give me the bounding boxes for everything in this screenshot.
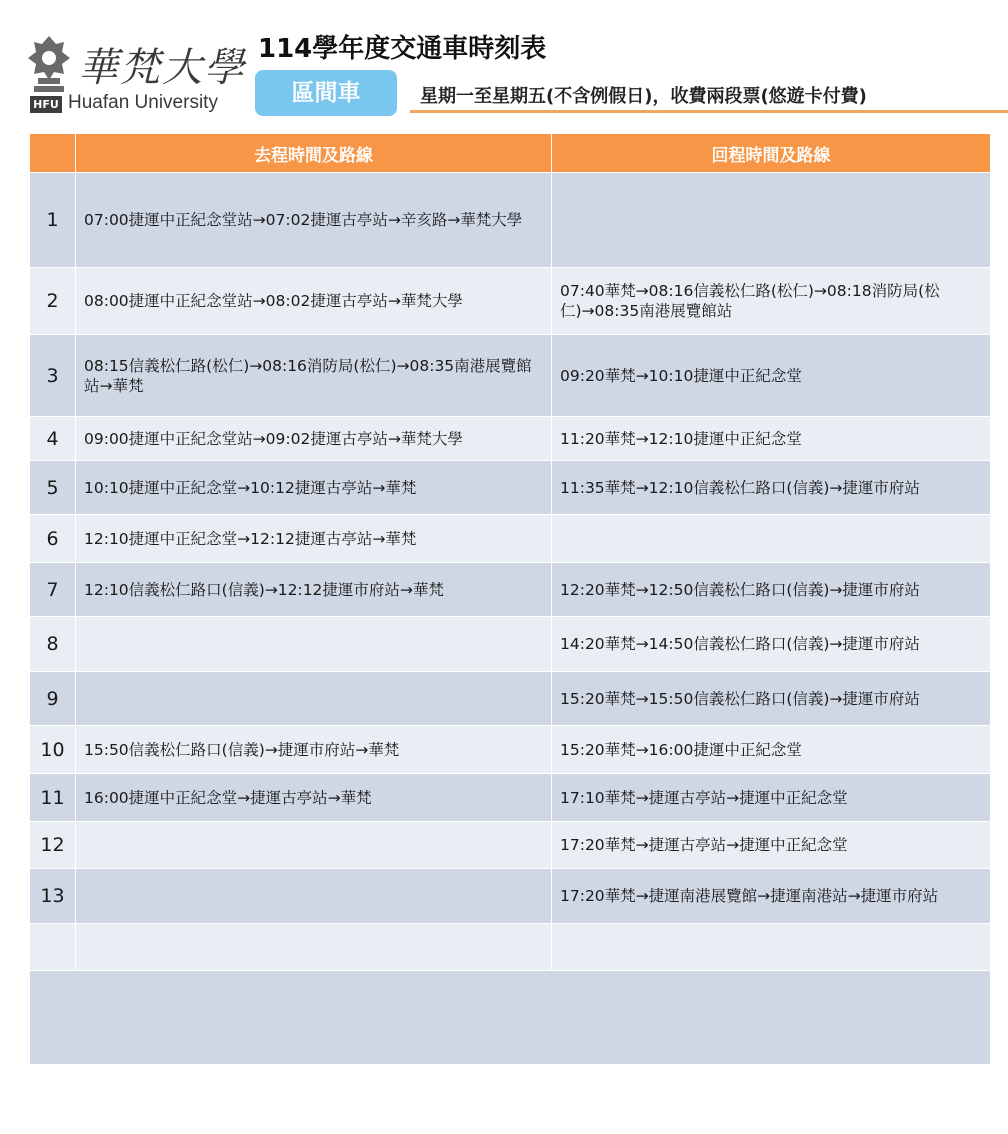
return-cell: 09:20華梵→10:10捷運中正紀念堂	[552, 335, 991, 417]
row-number: 12	[30, 822, 76, 869]
subtitle-underline	[410, 110, 1008, 113]
return-cell: 11:35華梵→12:10信義松仁路口(信義)→捷運市府站	[552, 461, 991, 515]
table-footer-cell	[30, 971, 991, 1065]
return-cell: 14:20華梵→14:50信義松仁路口(信義)→捷運市府站	[552, 617, 991, 672]
table-row	[30, 268, 991, 335]
table-header-row	[30, 134, 991, 173]
table-row	[30, 971, 991, 1065]
table-row	[30, 335, 991, 417]
outbound-cell: 08:00捷運中正紀念堂站→08:02捷運古亭站→華梵大學	[76, 268, 552, 335]
outbound-cell: 15:50信義松仁路口(信義)→捷運市府站→華梵	[76, 726, 552, 774]
row-number: 7	[30, 563, 76, 617]
outbound-cell: 09:00捷運中正紀念堂站→09:02捷運古亭站→華梵大學	[76, 417, 552, 461]
row-number: 13	[30, 869, 76, 924]
table-row	[30, 417, 991, 461]
outbound-cell	[76, 617, 552, 672]
logo-english-name: Huafan University	[68, 92, 218, 113]
outbound-cell: 08:15信義松仁路(松仁)→08:16消防局(松仁)→08:35南港展覽館站→華梵	[76, 335, 552, 417]
return-cell	[552, 924, 991, 971]
row-number: 2	[30, 268, 76, 335]
return-cell	[552, 173, 991, 268]
logo-abbr: HFU	[30, 96, 62, 113]
row-number: 9	[30, 672, 76, 726]
header-return: 回程時間及路線	[552, 134, 991, 173]
table-row	[30, 173, 991, 268]
row-number: 11	[30, 774, 76, 822]
page-title: 114學年度交通車時刻表	[258, 34, 547, 64]
row-number: 10	[30, 726, 76, 774]
header-outbound: 去程時間及路線	[76, 134, 552, 173]
schedule-table	[29, 133, 991, 1065]
row-number: 8	[30, 617, 76, 672]
return-cell: 15:20華梵→16:00捷運中正紀念堂	[552, 726, 991, 774]
table-row	[30, 822, 991, 869]
outbound-cell	[76, 869, 552, 924]
table-row	[30, 617, 991, 672]
outbound-cell: 12:10捷運中正紀念堂→12:12捷運古亭站→華梵	[76, 515, 552, 563]
return-cell: 07:40華梵→08:16信義松仁路(松仁)→08:18消防局(松仁)→08:35南港展覽館站	[552, 268, 991, 335]
return-cell: 12:20華梵→12:50信義松仁路口(信義)→捷運市府站	[552, 563, 991, 617]
return-cell: 15:20華梵→15:50信義松仁路口(信義)→捷運市府站	[552, 672, 991, 726]
university-logo	[26, 34, 246, 116]
return-cell: 17:10華梵→捷運古亭站→捷運中正紀念堂	[552, 774, 991, 822]
row-number: 6	[30, 515, 76, 563]
table-row	[30, 563, 991, 617]
table-row	[30, 461, 991, 515]
outbound-cell	[76, 672, 552, 726]
outbound-cell: 16:00捷運中正紀念堂→捷運古亭站→華梵	[76, 774, 552, 822]
return-cell: 17:20華梵→捷運南港展覽館→捷運南港站→捷運市府站	[552, 869, 991, 924]
schedule-subtitle: 星期一至星期五(不含例假日)，收費兩段票(悠遊卡付費)	[420, 86, 867, 107]
return-cell: 11:20華梵→12:10捷運中正紀念堂	[552, 417, 991, 461]
table-row	[30, 869, 991, 924]
table-row	[30, 515, 991, 563]
outbound-cell: 12:10信義松仁路口(信義)→12:12捷運市府站→華梵	[76, 563, 552, 617]
outbound-cell	[76, 924, 552, 971]
outbound-cell	[76, 822, 552, 869]
row-number: 3	[30, 335, 76, 417]
return-cell: 17:20華梵→捷運古亭站→捷運中正紀念堂	[552, 822, 991, 869]
return-cell	[552, 515, 991, 563]
table-row	[30, 672, 991, 726]
row-number: 1	[30, 173, 76, 268]
row-number: 5	[30, 461, 76, 515]
table-row	[30, 726, 991, 774]
table-row	[30, 924, 991, 971]
logo-chinese-name: 華梵大學	[78, 45, 246, 91]
header-index	[30, 134, 76, 173]
route-type-badge: 區間車	[255, 70, 397, 116]
outbound-cell: 10:10捷運中正紀念堂→10:12捷運古亭站→華梵	[76, 461, 552, 515]
row-number	[30, 924, 76, 971]
table-row	[30, 774, 991, 822]
seal-icon	[26, 34, 72, 96]
outbound-cell: 07:00捷運中正紀念堂站→07:02捷運古亭站→辛亥路→華梵大學	[76, 173, 552, 268]
row-number: 4	[30, 417, 76, 461]
